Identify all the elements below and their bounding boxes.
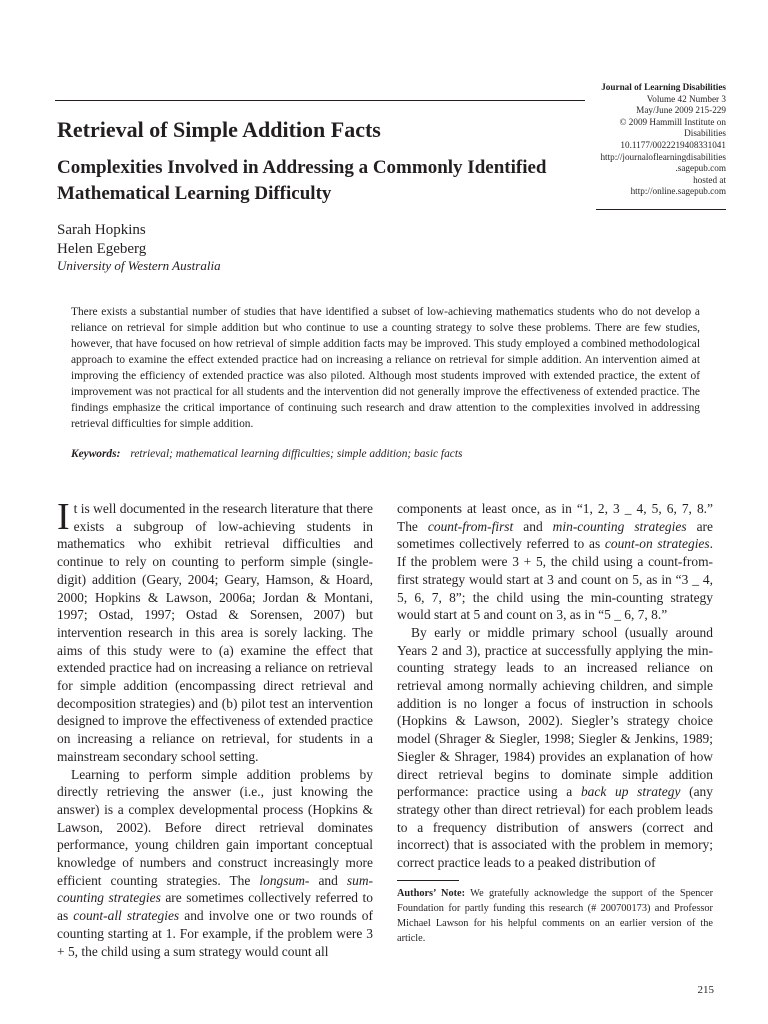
- keywords: [71, 446, 700, 462]
- body-paragraph: Learning to perform simple addition problems by directly retrieving the answer (i.e., just knowing the answer) is a complex developmental process (Hopkins & Lawson, 2002). Before direct retrieval dominates performance, young children gain important conceptual knowledge of numbers and construct increasingly more efficient counting strategies. The longsum- and sum-counting strategies are sometimes collectively referred to as count-all strategies and involve one or two rounds of counting starting at 1. For example, if the problem were 3 + 5, the child using a sum strategy would count all: [57, 766, 374, 959]
- author-name: Sarah Hopkins: [57, 222, 146, 238]
- authors-note-label: Authors’ Note:: [397, 888, 466, 899]
- journal-issue: May/June 2009 215-229: [636, 105, 726, 116]
- body-paragraph: It is well documented in the research literature that there exists a subgroup of low-achieving students in mathematics who exhibit retrieval difficulties and continue to rely on counting to perform simple (single-digit) addition (Geary, 2004; Geary, Hamson, & Hoard, 2000; Hopkins & Lawson, 2006a; Jordan & Montani, 1997; Ostad, 1997; Ostad & Sorensen, 2007) but intervention research in this area is sorely lacking. The aims of this study were to (a) examine the effect that extended practice had on increasing a reliance on retrieval for simple addition (encompassing direct retrieval and decomposition strategies) and (b) pilot test an intervention designed to improve the effectiveness of extended practice on increasing a reliance on retrieval, for students in a mainstream secondary school setting.: [57, 496, 373, 764]
- author-name: Helen Egeberg: [57, 241, 147, 257]
- journal-url-cont: .sagepub.com: [675, 163, 726, 174]
- body-paragraph: By early or middle primary school (usually around Years 2 and 3), practice at successfully applying the min-counting strategy leads to an increased reliance on retrieval among normally achieving children, and simple addition is no longer a focus of instruction in schools (Hopkins & Lawson, 2002). Siegler’s strategy choice model (Shrager & Siegler, 1998; Siegler & Jenkins, 1989; Siegler & Shrager, 1984) provides an explanation of how direct retrieval begins to dominate simple addition performance: practice using a back up strategy (any strategy other than direct retrieval) for each problem leads to a frequency distribution of answers (correct and incorrect) that is associated with the problem in memory; correct practice leads to a peaked distribution of: [397, 624, 713, 871]
- journal-doi: 10.1177/0022219408331041: [620, 139, 726, 150]
- journal-copyright: © 2009 Hammill Institute on: [619, 116, 726, 127]
- header-rule: [55, 100, 585, 101]
- journal-hosted-url: http://online.sagepub.com: [630, 186, 726, 197]
- affiliation: University of Western Australia: [57, 258, 221, 273]
- article-subtitle: Complexities Involved in Addressing a Commonly Identified Mathematical Learning Difficulty: [57, 157, 547, 204]
- journal-name: Journal of Learning Disabilities: [601, 82, 726, 92]
- journal-copyright-cont: Disabilities: [684, 128, 726, 139]
- keywords-label: Keywords:: [71, 448, 121, 460]
- abstract: There exists a substantial number of studies that have identified a subset of low-achieving mathematics students who do not develop a reliance on retrieval for simple addition but who continue to use a counting strategy to solve these problems. There are few studies, however, that have focused on how retrieval of simple addition facts may be improved. This study employed a combined methodological approach to examine the effect extended practice had on increasing a reliance on retrieval for simple addition. An intervention aimed at improving the efficiency of extended practice was also piloted. Although most students improved with extended practice, the extent of improvement was not practical for all students and the intervention did not generally improve the effectiveness of extended practice. The findings emphasize the critical importance of continuing such research and draw attention to the complexities involved in addressing retrieval difficulties for simple addition.: [71, 306, 700, 430]
- body-column-right: [397, 500, 713, 872]
- keywords-text: retrieval; mathematical learning difficulties; simple addition; basic facts: [130, 448, 463, 460]
- journal-hosted: hosted at: [693, 174, 726, 185]
- journal-info: [596, 82, 726, 198]
- article-title: Retrieval of Simple Addition Facts: [57, 117, 381, 142]
- journal-info-rule: [596, 209, 726, 210]
- journal-volume: Volume 42 Number 3: [646, 93, 726, 104]
- authors-note-text: We gratefully acknowledge the support of the Spencer Foundation for partly funding this research (# 200700173) and Professor Michael Lawson for his helpful comments on an earlier version of the article.: [397, 888, 713, 944]
- body-column-left: [57, 496, 374, 960]
- drop-cap: I: [57, 496, 70, 538]
- journal-url: http://journaloflearningdisabilities: [600, 151, 726, 162]
- footnote-rule: [397, 880, 459, 881]
- body-paragraph: components at least once, as in “1, 2, 3 _ 4, 5, 6, 7, 8.” The count-from-first and min-counting strategies are sometimes collectively referred to as count-on strategies. If the problem were 3 + 5, the child using a count-from-first strategy would start at 3 and count on 5, as in “3 _ 4, 5, 6, 7, 8”; the child using the min-counting strategy would start at 5 and count on 3, as in “5 _ 6, 7, 8.”: [397, 501, 713, 623]
- page-number: 215: [697, 984, 714, 996]
- authors-note: [397, 886, 713, 946]
